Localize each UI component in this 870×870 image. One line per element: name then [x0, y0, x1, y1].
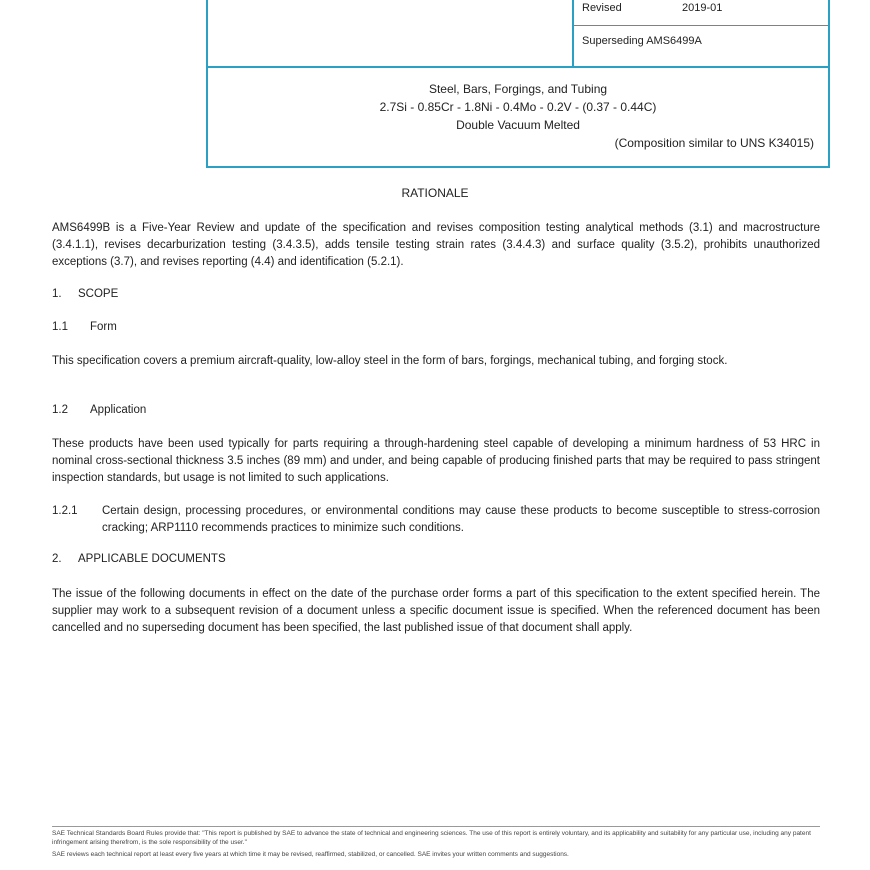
page-footer	[52, 826, 820, 862]
section-1-number: 1.	[52, 288, 62, 300]
title-line-4: (Composition similar to UNS K34015)	[614, 136, 814, 150]
revised-label: Revised	[582, 2, 622, 14]
section-1-2-1-text: Certain design, processing procedures, or environmental conditions may cause these products to become susceptible to stress-corrosion cracking; ARP1110 recommends practices to minimize such conditions.	[102, 505, 820, 534]
title-line-3: Double Vacuum Melted	[456, 118, 580, 132]
section-2-title: APPLICABLE DOCUMENTS	[78, 553, 226, 565]
header-top-row	[208, 0, 828, 68]
footer-notice-1: SAE Technical Standards Board Rules provide that: "This report is published by SAE to advance the state of technical and engineering sciences. The use of this report is entirely voluntary, and its applicability and suitability for any particular use, including any patent infringement arising therefrom, is the sole responsibility of the user."	[52, 830, 811, 846]
superseding-text: Superseding AMS6499A	[582, 35, 702, 47]
document-title	[208, 80, 828, 152]
revised-date: 2019-01	[682, 2, 723, 14]
section-2-heading	[52, 553, 226, 565]
section-1-2-heading	[52, 404, 146, 416]
section-1-1-title: Form	[90, 321, 117, 333]
section-2-number: 2.	[52, 553, 62, 565]
section-1-2-number: 1.2	[52, 404, 68, 416]
section-1-1-number: 1.1	[52, 321, 68, 333]
rationale-heading: RATIONALE	[401, 186, 469, 200]
rationale-text: AMS6499B is a Five-Year Review and update of the specification and revises composition testing analytical methods (3.1) and macrostructure (3.4.1.1), revises decarburization testing (3.4.3.5), adds tensile testing strain rates (3.4.4.3) and surface quality (3.5.2), prohibits unauthorized exceptions (3.7), and revises reporting (4.4) and identification (5.2.1).	[52, 222, 820, 268]
section-1-2-text: These products have been used typically for parts requiring a through-hardening steel capable of developing a minimum hardness of 53 HRC in nominal cross-sectional thickness 3.5 inches (89 mm) and under, and being capable of producing finished parts that may be required to pass stringent inspection standards, but usage is not limited to such applications.	[52, 438, 820, 484]
section-2-text: The issue of the following documents in effect on the date of the purchase order forms a part of this specification to the extent specified herein. The supplier may work to a subsequent revision of a document unless a specific document issue is specified. When the referenced document has been cancelled and no superseding document has been specified, the last published issue of that document shall apply.	[52, 588, 820, 634]
document-header-box	[206, 0, 830, 168]
section-1-2-1	[52, 503, 820, 537]
footer-notice-2: SAE reviews each technical report at least every five years at which time it may be revised, reaffirmed, stabilized, or cancelled. SAE invites your written comments and suggestions.	[52, 851, 569, 858]
header-info-cell	[574, 0, 828, 66]
header-logo-cell	[208, 0, 574, 66]
section-1-title: SCOPE	[78, 288, 119, 300]
section-1-2-1-number: 1.2.1	[52, 505, 78, 517]
title-line-1: Steel, Bars, Forgings, and Tubing	[428, 82, 608, 96]
section-1-heading	[52, 288, 118, 300]
title-line-2: 2.7Si - 0.85Cr - 1.8Ni - 0.4Mo - 0.2V - (0.37 - 0.44C)	[379, 100, 657, 114]
section-1-1-heading	[52, 321, 117, 333]
section-1-2-title: Application	[90, 404, 147, 416]
section-1-1-text: This specification covers a premium aircraft-quality, low-alloy steel in the form of bars, forgings, mechanical tubing, and forging stock.	[52, 355, 728, 367]
header-divider	[574, 25, 828, 26]
